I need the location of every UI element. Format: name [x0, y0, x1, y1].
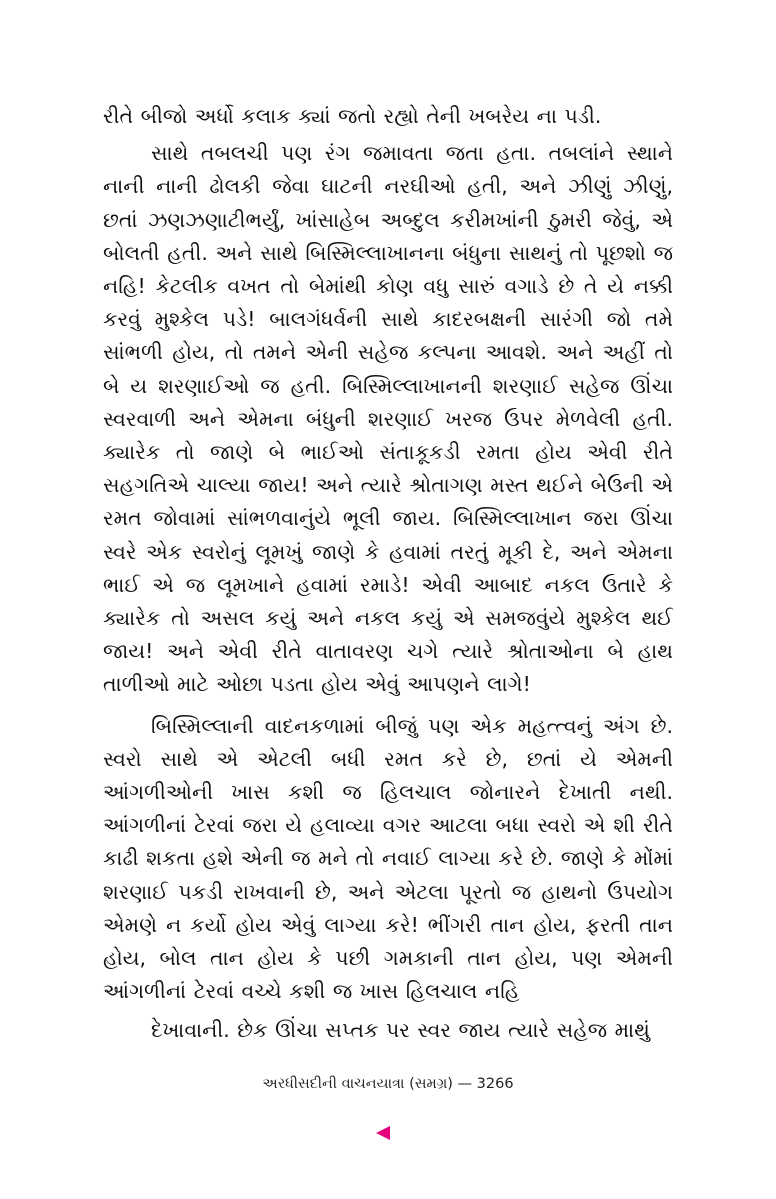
- page-footer: અરધીસદીની વાચનયાત્રા (સમગ્ર) — 3266: [262, 1076, 514, 1092]
- paragraph-continuation: રીતે બીજો અર્ધો કલાક ક્યાં જતો રહ્યો તેની ખબરેય ના પડી.: [103, 104, 602, 128]
- paragraph-playing-technique: બિસ્મિલ્લાની વાદનકળામાં બીજું પણ એક મહત્ત્વનું અંગ છે. સ્વરો સાથે એ એટલી બધી રમત કરે છે, છતાં યે એમની આંગળીઓની ખાસ કશી જ હિલચાલ જોનારને દેખાતી નથી. આંગળીનાં ટેરવાં જરા યે હલાવ્યા વગર આટલા બધા સ્વરો એ શી રીતે કાઢી શકતા હશે એની જ મને તો નવાઈ લાગ્યા કરે છે. જાણે કે મોંમાં શરણાઈ પકડી રાખવાની છે, અને એટલા પૂરતો જ હાથનો ઉપયોગ એમણે ન કર્યો હોય એવું લાગ્યા કરે! ભીંગરી તાન હોય, ફરતી તાન હોય, બોલ તાન હોય કે પછી ગમકાની તાન હોય, પણ એમની આંગળીનાં ટેરવાં વચ્ચે કશી જ ખાસ હિલચાલ નહિ: [103, 713, 673, 1004]
- paragraph-closing-line: દેખાવાની. છેક ઊંચા સપ્તક પર સ્વર જાય ત્યારે સહેજ માથું: [151, 1018, 650, 1043]
- page-body: [103, 100, 673, 1048]
- paragraph-tabla-shehnai: સાથે તબલચી પણ રંગ જમાવતા જતા હતા. તબલાંને સ્થાને નાની નાની ઢોલકી જેવા ઘાટની નરઘીઓ હતી, અને ઝીણું ઝીણું, છતાં ઝણઝણાટીભર્યું, ખાંસાહેબ અબ્દુલ કરીમખાંની ઠુમરી જેવું, એ બોલતી હતી. અને સાથે બિસ્મિલ્લાખાનના બંધુના સાથનું તો પૂછશો જ નહિ! કેટલીક વખત તો બેમાંથી કોણ વધુ સારું વગાડે છે તે યે નક્કી કરવું મુશ્કેલ પડે! બાલગંધર્વની સાથે કાદરબક્ષની સારંગી જો તમે સાંભળી હોય, તો તમને એની સહેજ કલ્પના આવશે. અને અહીં તો બે ય શરણાઈઓ જ હતી. બિસ્મિલ્લાખાનની શરણાઈ સહેજ ઊંચા સ્વરવાળી અને એમના બંધુની શરણાઈ ખરજ ઉપર મેળવેલી હતી. ક્યારેક તો જાણે બે ભાઈઓ સંતાકૂકડી રમતા હોય એવી રીતે સહગતિએ ચાલ્યા જાય! અને ત્યારે શ્રોતાગણ મસ્ત થઈને બેઉની એ રમત જોવામાં સાંભળવાનુંયે ભૂલી જાય. બિસ્મિલ્લાખાન જરા ઊંચા સ્વરે એક સ્વરોનું લૂમખું જાણે કે હવામાં તરતું મૂકી દે, અને એમના ભાઈ એ જ લૂમખાને હવામાં રમાડે! એવી આબાદ નકલ ઉતારે કે ક્યારેક તો અસલ કયું અને નકલ કયું એ સમજવુંયે મુશ્કેલ થઈ જાય! અને એવી રીતે વાતાવરણ ચગે ત્યારે શ્રોતાઓના બે હાથ તાળીઓ માટે ઓછા પડતા હોય એવું આપણને લાગે!: [103, 141, 673, 697]
- previous-page-arrow-icon[interactable]: [376, 1126, 390, 1140]
